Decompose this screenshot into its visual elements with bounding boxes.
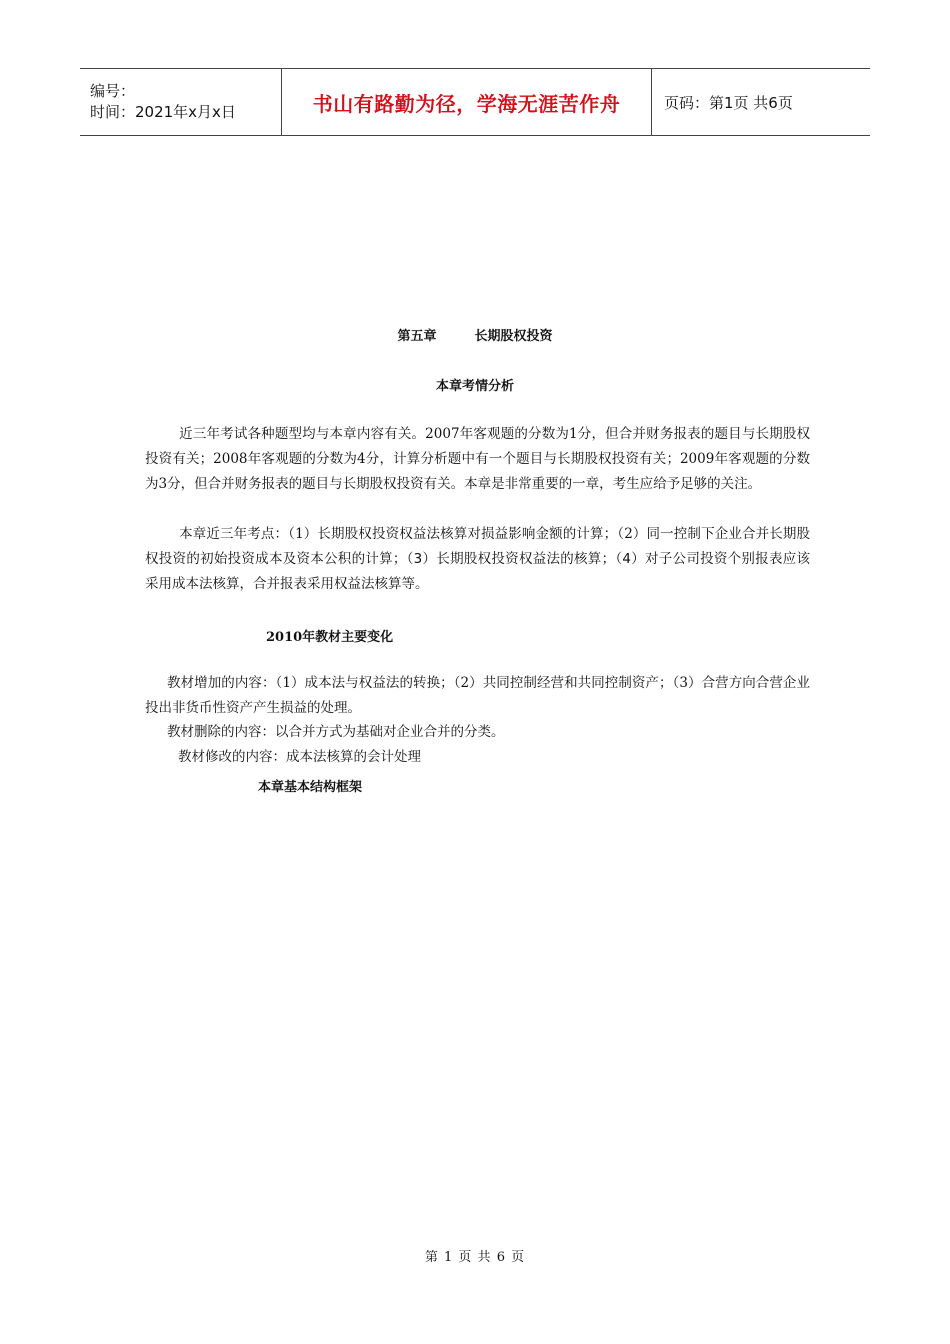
page-label: 页码：第1页 共6页 xyxy=(664,93,793,112)
changes-added xyxy=(145,671,810,721)
motto: 书山有路勤为径，学海无涯苦作舟 xyxy=(312,91,621,116)
header-motto-cell xyxy=(281,69,652,135)
framework-title: 本章基本结构框架 xyxy=(258,780,363,795)
changes-title: 2010年教材主要变化 xyxy=(266,630,394,645)
changes-added-text: 教材增加的内容：（1）成本法与权益法的转换；（2）共同控制经营和共同控制资产；（3）合营方向合营企业投出非货币性资产产生损益的处理。 xyxy=(145,675,810,716)
analysis-paragraph-2 xyxy=(145,522,810,597)
changes-modified: 教材修改的内容：成本法核算的会计处理 xyxy=(178,749,421,765)
chapter-name: 长期股权投资 xyxy=(474,329,553,344)
analysis-paragraph-1 xyxy=(145,422,810,497)
chapter-title xyxy=(0,325,950,344)
document-header xyxy=(80,68,870,136)
page-footer: 第 1 页 共 6 页 xyxy=(424,1250,526,1265)
analysis-paragraph-2-serif: 本章近三年考点：（1）长期股权投资权益法核算对损益影响金额的计算；（2）同一控制下企业合并 xyxy=(179,526,770,542)
analysis-title: 本章考情分析 xyxy=(435,379,514,394)
chapter-number: 第五章 xyxy=(397,329,437,344)
time-label: 时间：2021年x月x日 xyxy=(90,103,236,121)
changes-deleted: 教材删除的内容：以合并方式为基础对企业合并的分类。 xyxy=(167,724,505,740)
header-page-cell xyxy=(652,69,870,135)
analysis-paragraph-1-text: 近三年考试各种题型均与本章内容有关。2007年客观题的分数为1分，但合并财务报表的题目与长期股权投资有关；2008年客观题的分数为4分，计算分析题中有一个题目与长期股权投资有关；2009年客观题的分数为3分，但合并财务报表的题目与长期股权投资有关。本章是非常重要的一章，考生应给予足够的关注。 xyxy=(145,426,810,492)
header-meta xyxy=(80,69,281,135)
number-label: 编号： xyxy=(90,82,136,100)
analysis-paragraph-2-sans: 长期股权投资的初始投资成本及资本公积的计算；（3）长期股权投资权益法的核算；（4）对子公司投资个别报表应该采用成本法核算，合并报表采用权益法核算等。 xyxy=(145,526,810,592)
